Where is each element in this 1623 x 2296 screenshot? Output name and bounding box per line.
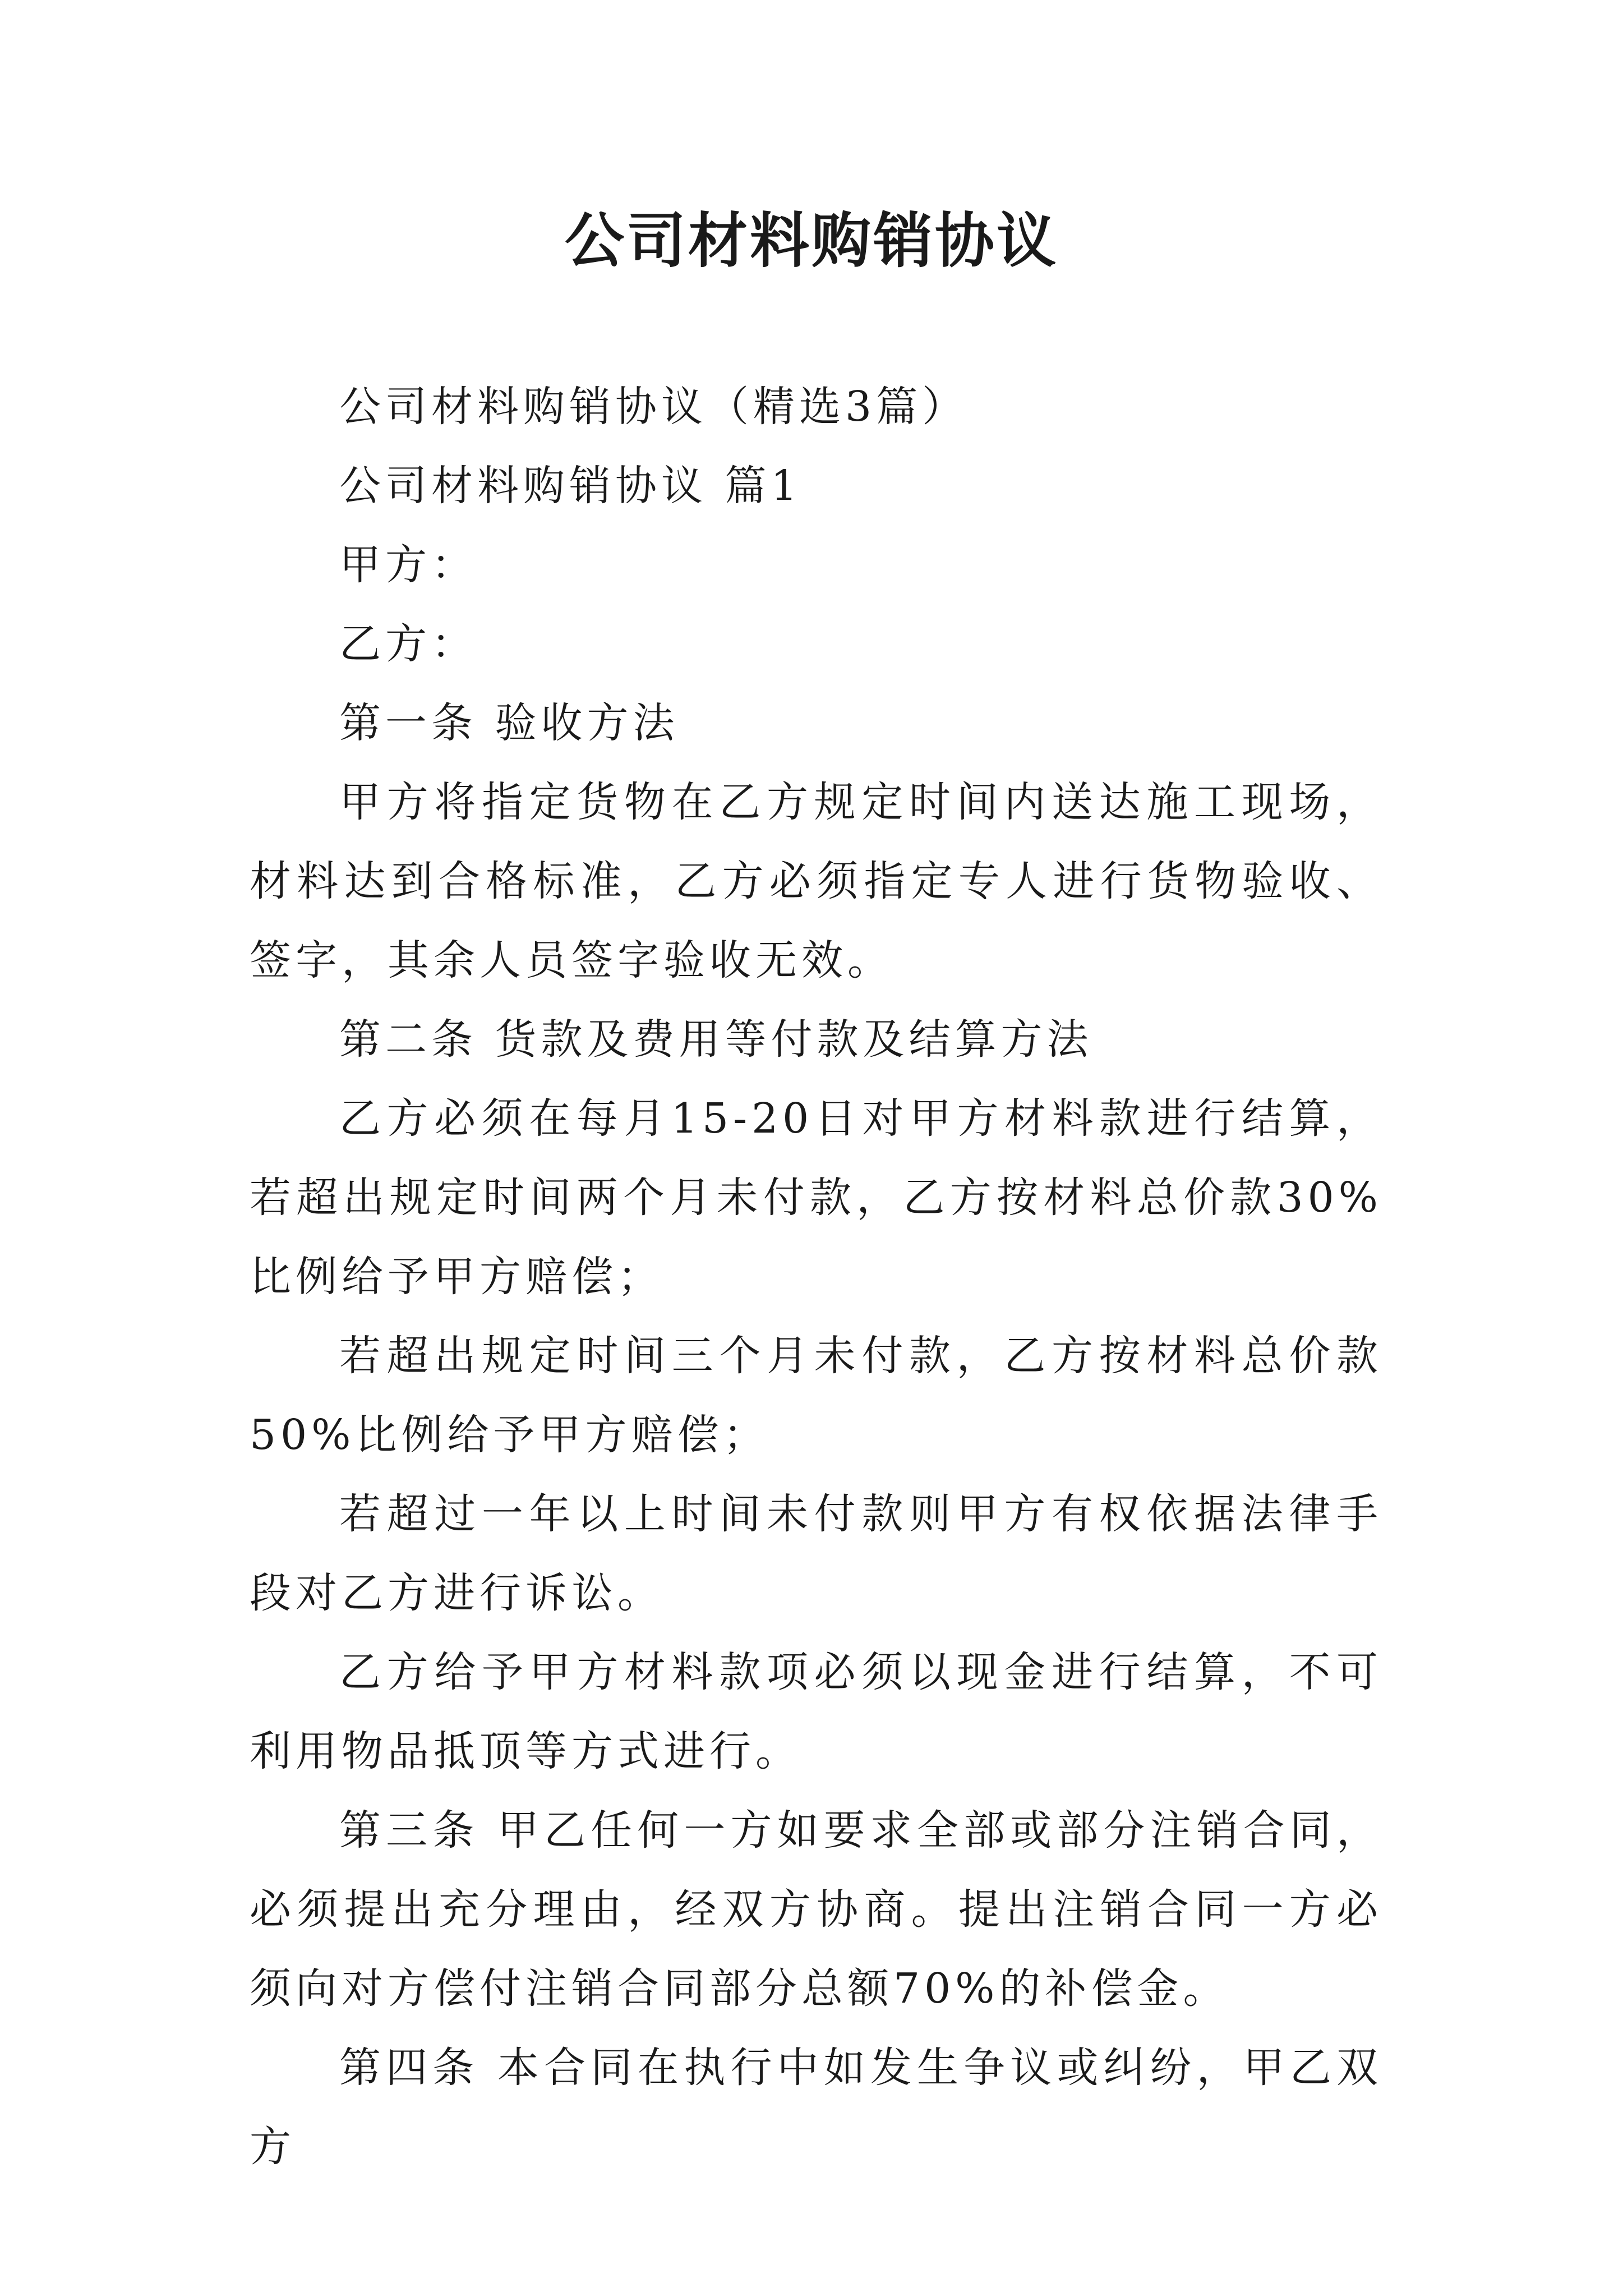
document-body <box>250 367 1382 2187</box>
article-4-body: 第四条 本合同在执行中如发生争议或纠纷，甲乙双方 <box>250 2044 1382 2171</box>
article-2-body-4: 乙方给予甲方材料款项必须以现金进行结算，不可利用物品抵顶等方式进行。 <box>250 1648 1382 1775</box>
party-b-line: 乙方： <box>339 620 477 668</box>
article-2-body-3: 若超过一年以上时间未付款则甲方有权依据法律手段对乙方进行诉讼。 <box>250 1490 1382 1617</box>
article-1-heading: 第一条 验收方法 <box>339 699 679 747</box>
document-title: 公司材料购销协议 <box>565 206 1058 275</box>
article-1-body: 甲方将指定货物在乙方规定时间内送达施工现场，材料达到合格标准，乙方必须指定专人进行货物验收、签字，其余人员签字验收无效。 <box>250 778 1382 984</box>
article-2-body-1: 乙方必须在每月15-20日对甲方材料款进行结算，若超出规定时间两个月未付款，乙方按材料总价款30%比例给予甲方赔偿； <box>250 1094 1382 1301</box>
article-2-heading: 第二条 货款及费用等付款及结算方法 <box>339 1015 1093 1064</box>
section-heading: 公司材料购销协议 篇1 <box>339 462 802 510</box>
subtitle-paragraph: 公司材料购销协议（精选3篇） <box>339 383 969 431</box>
article-2-body-2: 若超出规定时间三个月未付款，乙方按材料总价款50%比例给予甲方赔偿； <box>250 1332 1382 1459</box>
party-a-line: 甲方： <box>339 541 477 589</box>
article-3-body: 第三条 甲乙任何一方如要求全部或部分注销合同，必须提出充分理由，经双方协商。提出注销合同一方必须向对方偿付注销合同部分总额70%的补偿金。 <box>250 1806 1382 2013</box>
